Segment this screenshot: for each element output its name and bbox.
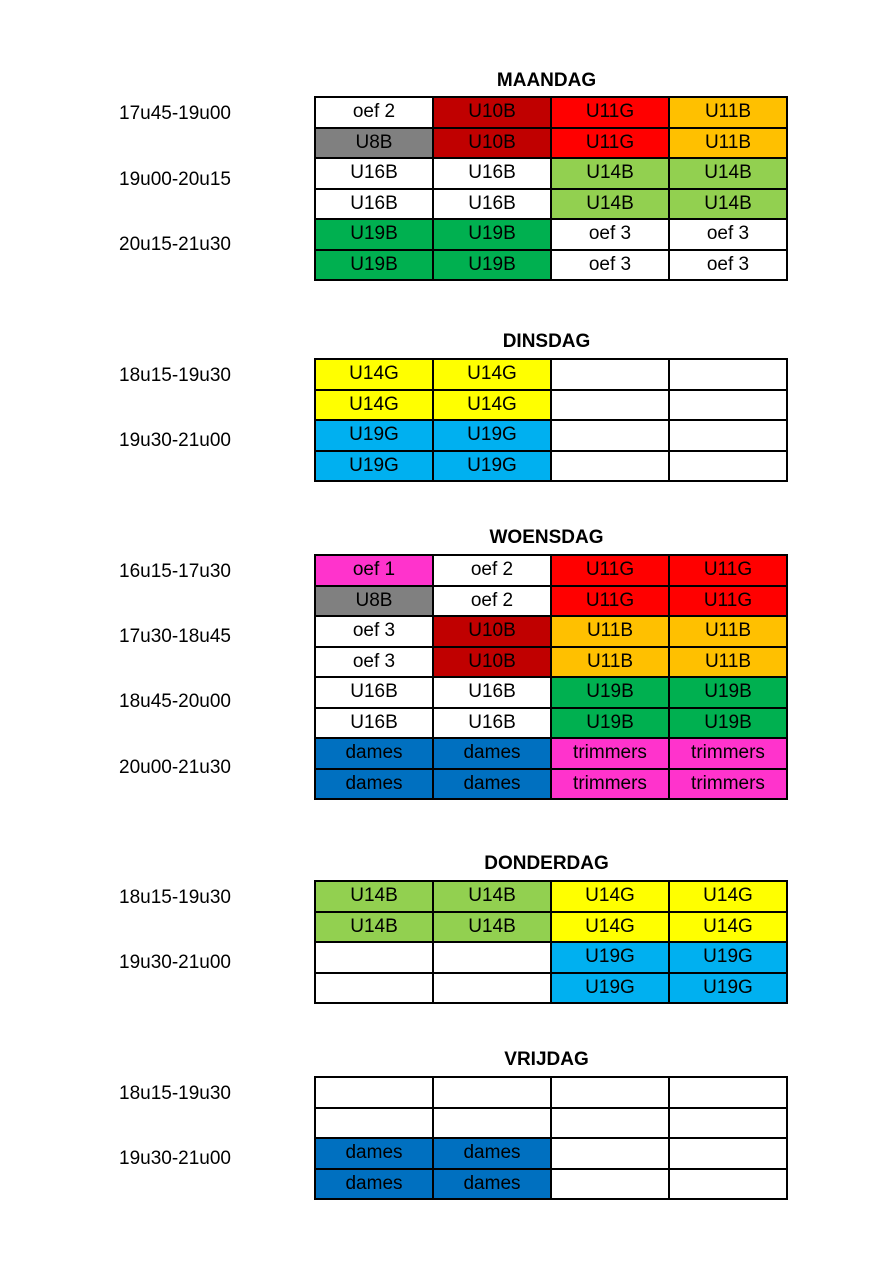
schedule-cell: U19G — [433, 420, 551, 451]
schedule-grid-vrijdag — [314, 1076, 788, 1200]
schedule-cell: U16B — [433, 158, 551, 189]
schedule-cell — [669, 420, 787, 451]
schedule-cell: U10B — [433, 128, 551, 159]
time-slot-label: 18u15-19u30 — [119, 365, 231, 386]
schedule-grid-maandag — [314, 96, 788, 281]
schedule-cell: U14G — [669, 881, 787, 912]
schedule-cell: U16B — [433, 708, 551, 739]
schedule-grid-donderdag — [314, 880, 788, 1004]
schedule-cell — [433, 1077, 551, 1108]
schedule-cell — [315, 1108, 433, 1139]
table-row — [315, 616, 787, 647]
schedule-cell: U19B — [551, 677, 669, 708]
table-row — [315, 359, 787, 390]
schedule-cell: U16B — [315, 708, 433, 739]
time-slot-label: 17u30-18u45 — [119, 626, 231, 647]
schedule-cell — [669, 390, 787, 421]
schedule-cell: U14B — [669, 158, 787, 189]
schedule-cell: U11B — [669, 128, 787, 159]
day-title: MAANDAG — [496, 70, 597, 91]
time-slot-label: 16u15-17u30 — [119, 561, 231, 582]
table-row — [315, 1169, 787, 1200]
schedule-cell: U19G — [551, 942, 669, 973]
table-row — [315, 912, 787, 943]
schedule-cell: U19B — [315, 250, 433, 281]
table-row — [315, 738, 787, 769]
schedule-cell: U19B — [551, 708, 669, 739]
table-row — [315, 189, 787, 220]
schedule-cell — [669, 1108, 787, 1139]
schedule-cell: dames — [315, 1138, 433, 1169]
schedule-cell: U14G — [433, 359, 551, 390]
schedule-cell — [433, 1108, 551, 1139]
day-title: DONDERDAG — [484, 853, 609, 874]
table-row — [315, 769, 787, 800]
schedule-cell: U14G — [433, 390, 551, 421]
schedule-cell: U14B — [433, 881, 551, 912]
schedule-cell: U14B — [315, 881, 433, 912]
schedule-cell: U16B — [433, 189, 551, 220]
schedule-cell: U19B — [315, 219, 433, 250]
schedule-cell: U14G — [669, 912, 787, 943]
schedule-cell: U16B — [315, 189, 433, 220]
table-row — [315, 1108, 787, 1139]
day-title: DINSDAG — [502, 331, 591, 352]
time-slot-label: 19u30-21u00 — [119, 952, 231, 973]
schedule-cell: U14B — [551, 189, 669, 220]
time-slot-label: 19u30-21u00 — [119, 1148, 231, 1169]
time-slot-label: 20u15-21u30 — [119, 234, 231, 255]
schedule-cell: U19B — [669, 708, 787, 739]
schedule-cell: U11B — [551, 616, 669, 647]
schedule-cell: U8B — [315, 128, 433, 159]
schedule-cell — [551, 1138, 669, 1169]
schedule-cell: oef 3 — [669, 250, 787, 281]
schedule-cell: U11G — [669, 586, 787, 617]
schedule-cell: U14G — [551, 881, 669, 912]
table-row — [315, 158, 787, 189]
schedule-cell: oef 2 — [315, 97, 433, 128]
schedule-cell: trimmers — [669, 769, 787, 800]
schedule-cell: U11B — [669, 616, 787, 647]
table-row — [315, 942, 787, 973]
table-row — [315, 1138, 787, 1169]
schedule-cell: U11G — [551, 97, 669, 128]
schedule-cell: U19G — [551, 973, 669, 1004]
schedule-cell — [669, 1138, 787, 1169]
schedule-cell: U11G — [551, 586, 669, 617]
schedule-cell — [315, 973, 433, 1004]
schedule-cell — [551, 359, 669, 390]
schedule-cell: U10B — [433, 647, 551, 678]
table-row — [315, 451, 787, 482]
schedule-cell — [551, 1108, 669, 1139]
schedule-cell: U10B — [433, 97, 551, 128]
schedule-cell: U19G — [315, 451, 433, 482]
schedule-cell: U14G — [551, 912, 669, 943]
schedule-cell: oef 3 — [669, 219, 787, 250]
schedule-cell — [669, 359, 787, 390]
schedule-cell: dames — [433, 769, 551, 800]
schedule-cell: U14G — [315, 359, 433, 390]
table-row — [315, 586, 787, 617]
schedule-cell: U11G — [669, 555, 787, 586]
schedule-cell: U11G — [551, 128, 669, 159]
schedule-cell: U16B — [315, 158, 433, 189]
table-row — [315, 677, 787, 708]
schedule-cell: trimmers — [551, 769, 669, 800]
schedule-cell: U19G — [315, 420, 433, 451]
schedule-cell: oef 1 — [315, 555, 433, 586]
schedule-cell: U14B — [669, 189, 787, 220]
table-row — [315, 555, 787, 586]
time-slot-label: 18u15-19u30 — [119, 1083, 231, 1104]
schedule-cell: U11B — [669, 97, 787, 128]
schedule-cell: U19B — [433, 219, 551, 250]
schedule-cell — [551, 1169, 669, 1200]
schedule-cell: U19G — [433, 451, 551, 482]
schedule-cell: trimmers — [669, 738, 787, 769]
schedule-cell: oef 3 — [315, 616, 433, 647]
schedule-cell — [315, 942, 433, 973]
schedule-grid-dinsdag — [314, 358, 788, 482]
table-row — [315, 390, 787, 421]
schedule-cell: oef 3 — [551, 219, 669, 250]
schedule-cell: U19B — [669, 677, 787, 708]
schedule-cell: U19G — [669, 942, 787, 973]
schedule-cell — [433, 973, 551, 1004]
schedule-cell — [669, 1169, 787, 1200]
schedule-cell: oef 2 — [433, 555, 551, 586]
time-slot-label: 18u45-20u00 — [119, 691, 231, 712]
schedule-cell — [669, 451, 787, 482]
schedule-cell — [551, 390, 669, 421]
schedule-cell: U14B — [551, 158, 669, 189]
schedule-cell — [551, 420, 669, 451]
schedule-cell: U11B — [551, 647, 669, 678]
table-row — [315, 250, 787, 281]
time-slot-label: 19u00-20u15 — [119, 169, 231, 190]
time-slot-label: 20u00-21u30 — [119, 757, 231, 778]
schedule-cell: dames — [433, 1138, 551, 1169]
schedule-grid-woensdag — [314, 554, 788, 800]
table-row — [315, 881, 787, 912]
day-title: WOENSDAG — [489, 527, 604, 548]
schedule-cell: U14B — [315, 912, 433, 943]
schedule-cell: dames — [315, 1169, 433, 1200]
schedule-cell — [669, 1077, 787, 1108]
time-slot-label: 17u45-19u00 — [119, 103, 231, 124]
schedule-cell: trimmers — [551, 738, 669, 769]
schedule-cell: U16B — [433, 677, 551, 708]
table-row — [315, 1077, 787, 1108]
time-slot-label: 18u15-19u30 — [119, 887, 231, 908]
schedule-cell: dames — [315, 769, 433, 800]
schedule-cell — [551, 451, 669, 482]
schedule-cell: U16B — [315, 677, 433, 708]
schedule-cell: U14G — [315, 390, 433, 421]
table-row — [315, 420, 787, 451]
schedule-cell — [433, 942, 551, 973]
table-row — [315, 973, 787, 1004]
schedule-cell — [315, 1077, 433, 1108]
table-row — [315, 647, 787, 678]
schedule-cell: U8B — [315, 586, 433, 617]
table-row — [315, 128, 787, 159]
schedule-cell: dames — [433, 1169, 551, 1200]
schedule-cell: dames — [433, 738, 551, 769]
table-row — [315, 219, 787, 250]
day-title: VRIJDAG — [504, 1049, 589, 1070]
schedule-cell: U10B — [433, 616, 551, 647]
schedule-cell: U14B — [433, 912, 551, 943]
schedule-cell: dames — [315, 738, 433, 769]
schedule-cell: oef 2 — [433, 586, 551, 617]
schedule-cell: U19B — [433, 250, 551, 281]
time-slot-label: 19u30-21u00 — [119, 430, 231, 451]
schedule-cell: oef 3 — [551, 250, 669, 281]
schedule-cell: U11G — [551, 555, 669, 586]
table-row — [315, 708, 787, 739]
schedule-cell: U11B — [669, 647, 787, 678]
schedule-cell: oef 3 — [315, 647, 433, 678]
schedule-cell — [551, 1077, 669, 1108]
table-row — [315, 97, 787, 128]
schedule-cell: U19G — [669, 973, 787, 1004]
